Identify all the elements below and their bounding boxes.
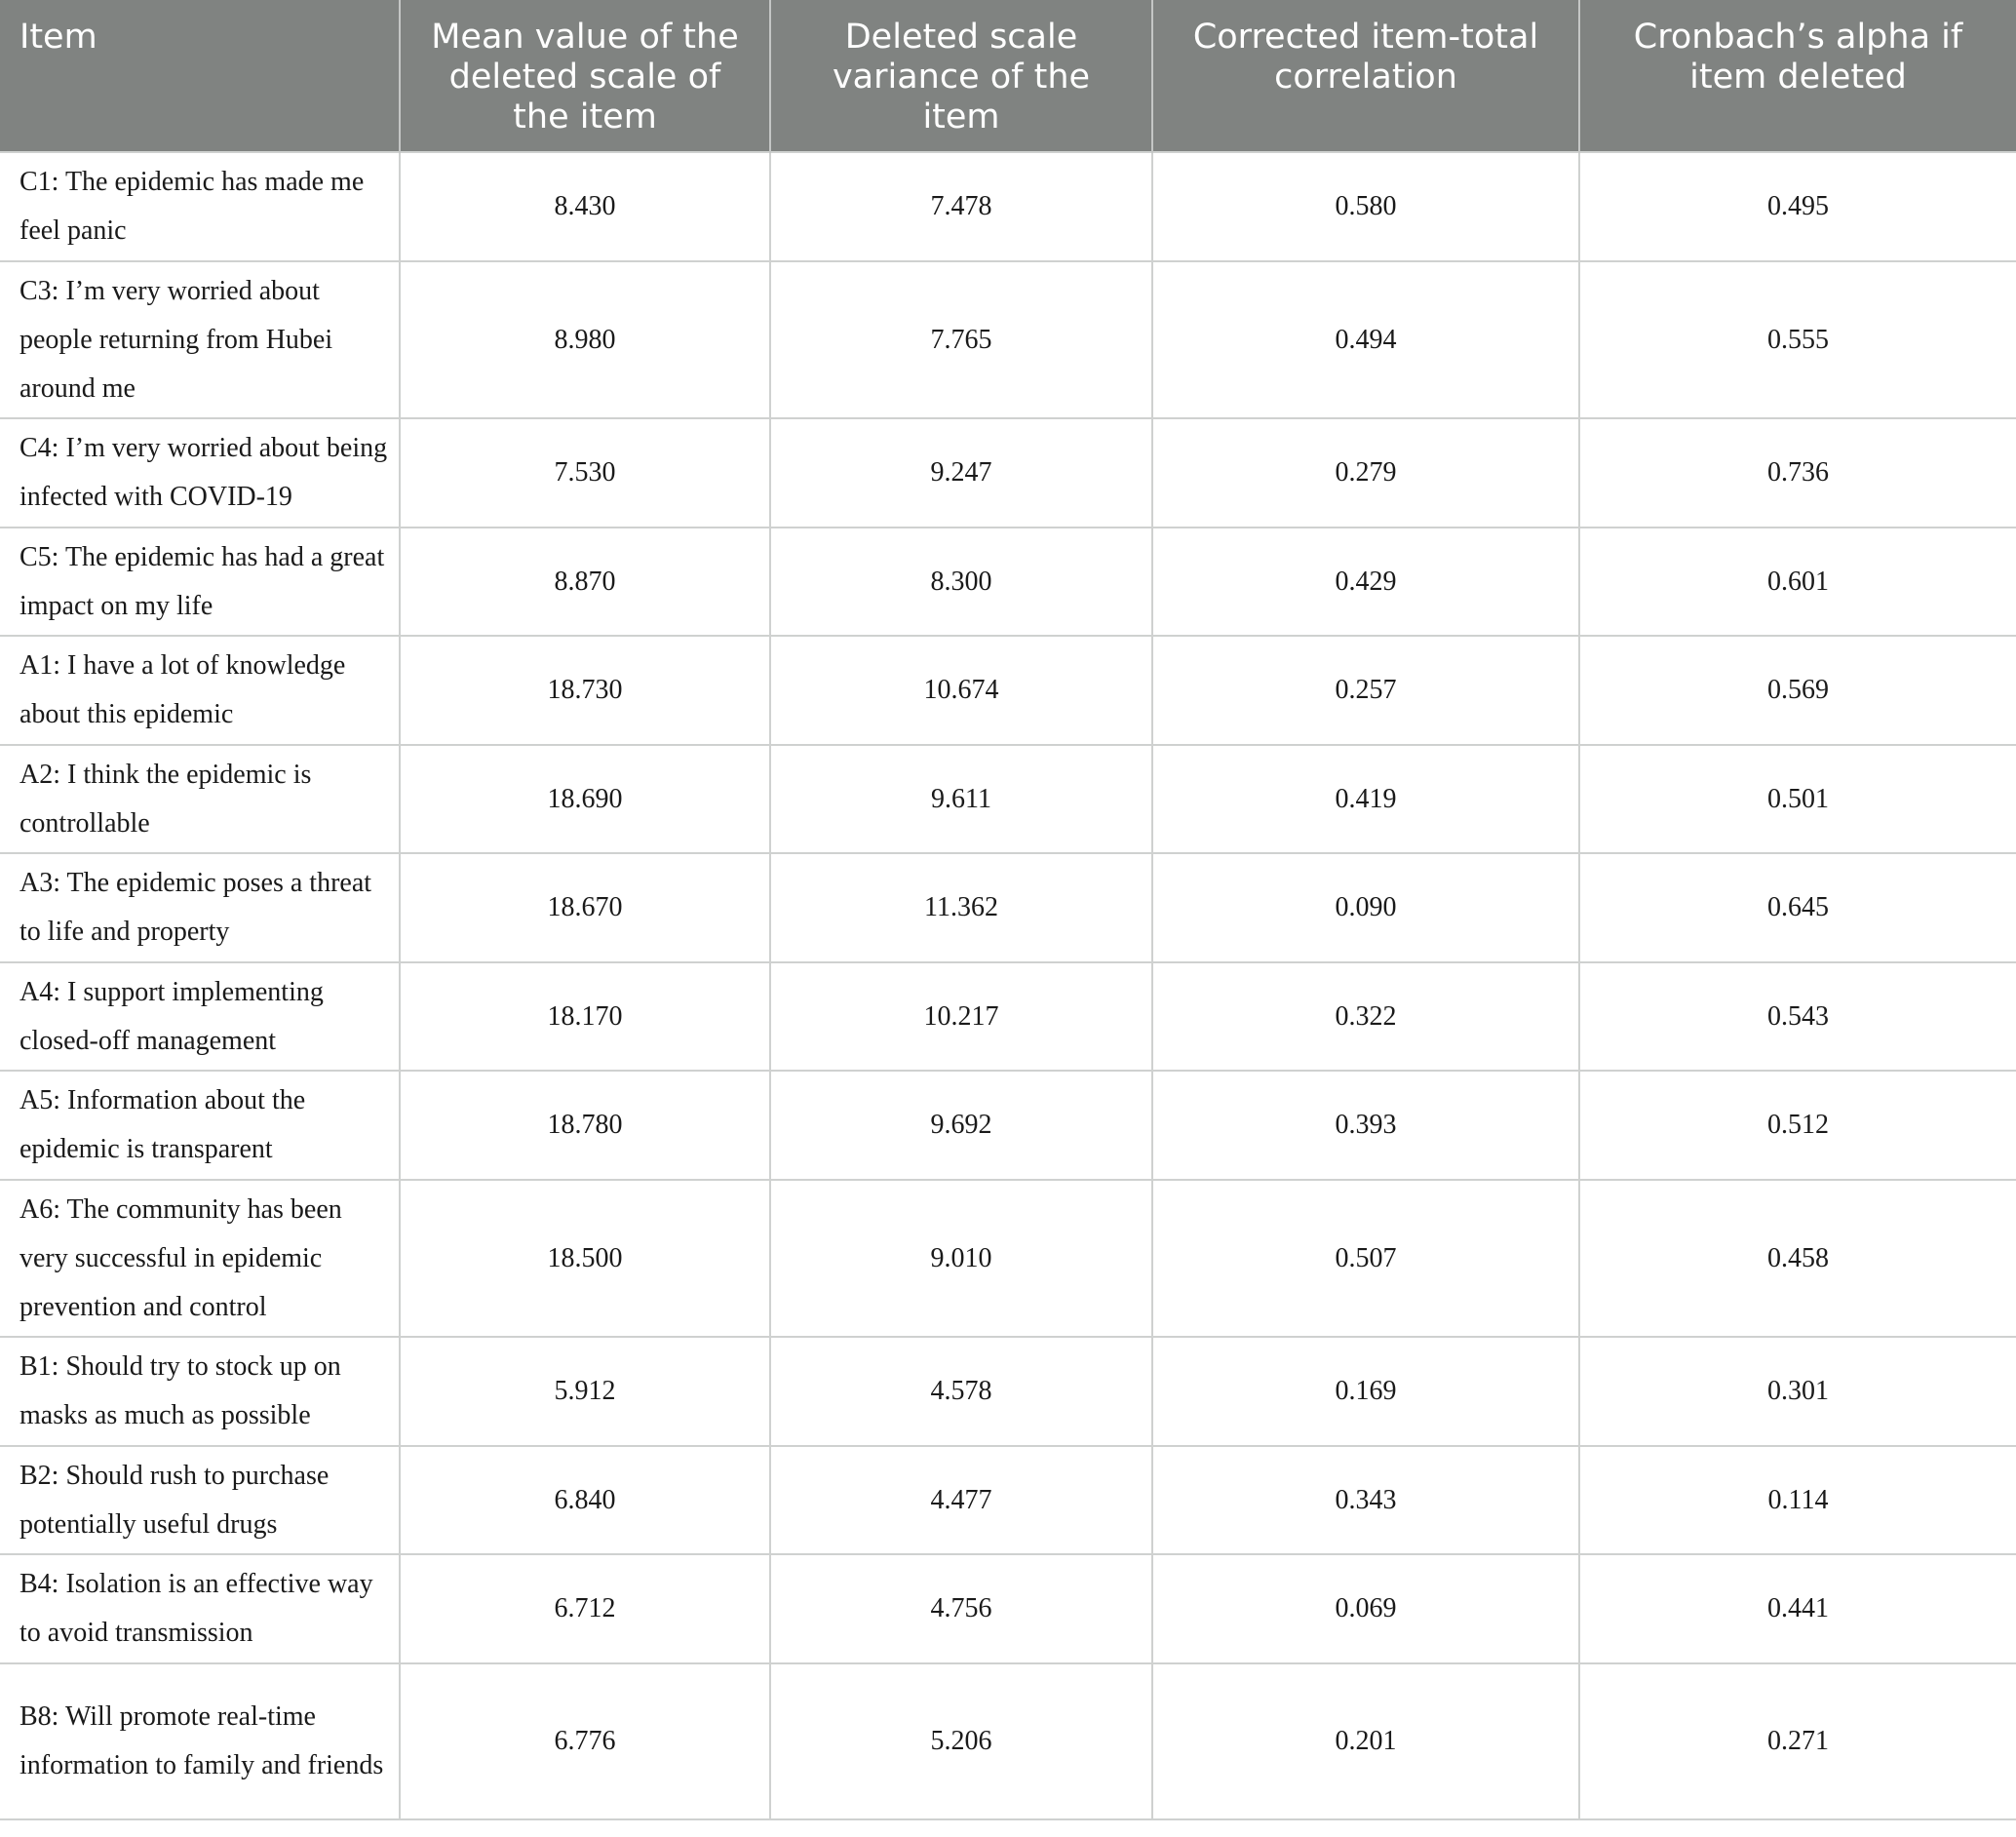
variance-cell: 11.362 <box>770 853 1152 962</box>
header-row <box>0 0 2016 152</box>
mean-cell: 8.870 <box>400 528 770 636</box>
table-row <box>0 418 2016 528</box>
header-correlation: Corrected item-total correlation <box>1152 0 1579 152</box>
mean-cell: 5.912 <box>400 1337 770 1446</box>
item-cell: B4: Isolation is an effective way to avoid transmission <box>0 1554 400 1663</box>
correlation-cell: 0.393 <box>1152 1071 1579 1180</box>
alpha-cell: 0.441 <box>1579 1554 2016 1663</box>
correlation-cell: 0.343 <box>1152 1446 1579 1554</box>
mean-cell: 7.530 <box>400 418 770 528</box>
variance-cell: 7.765 <box>770 261 1152 418</box>
correlation-cell: 0.169 <box>1152 1337 1579 1446</box>
table-row <box>0 745 2016 853</box>
variance-cell: 4.578 <box>770 1337 1152 1446</box>
mean-cell: 18.730 <box>400 636 770 745</box>
correlation-cell: 0.494 <box>1152 261 1579 418</box>
alpha-cell: 0.301 <box>1579 1337 2016 1446</box>
correlation-cell: 0.419 <box>1152 745 1579 853</box>
alpha-cell: 0.645 <box>1579 853 2016 962</box>
alpha-cell: 0.458 <box>1579 1180 2016 1337</box>
variance-cell: 5.206 <box>770 1663 1152 1819</box>
item-cell: C3: I’m very worried about people returning from Hubei around me <box>0 261 400 418</box>
mean-cell: 8.980 <box>400 261 770 418</box>
table-row <box>0 152 2016 261</box>
header-variance: Deleted scale variance of the item <box>770 0 1152 152</box>
item-cell: A1: I have a lot of knowledge about this epidemic <box>0 636 400 745</box>
item-cell: B1: Should try to stock up on masks as much as possible <box>0 1337 400 1446</box>
correlation-cell: 0.429 <box>1152 528 1579 636</box>
header-item: Item <box>0 0 400 152</box>
table-row <box>0 1337 2016 1446</box>
mean-cell: 6.776 <box>400 1663 770 1819</box>
alpha-cell: 0.114 <box>1579 1446 2016 1554</box>
table-row <box>0 1071 2016 1180</box>
item-cell: B2: Should rush to purchase potentially useful drugs <box>0 1446 400 1554</box>
mean-cell: 6.840 <box>400 1446 770 1554</box>
item-cell: B8: Will promote real-time information to family and friends <box>0 1663 400 1819</box>
item-cell: A5: Information about the epidemic is transparent <box>0 1071 400 1180</box>
variance-cell: 4.756 <box>770 1554 1152 1663</box>
correlation-cell: 0.580 <box>1152 152 1579 261</box>
correlation-cell: 0.279 <box>1152 418 1579 528</box>
alpha-cell: 0.569 <box>1579 636 2016 745</box>
header-alpha: Cronbach’s alpha if item deleted <box>1579 0 2016 152</box>
table-row <box>0 1663 2016 1819</box>
item-cell: C4: I’m very worried about being infected with COVID-19 <box>0 418 400 528</box>
variance-cell: 9.247 <box>770 418 1152 528</box>
header-mean: Mean value of the deleted scale of the item <box>400 0 770 152</box>
variance-cell: 7.478 <box>770 152 1152 261</box>
table-row <box>0 853 2016 962</box>
variance-cell: 10.674 <box>770 636 1152 745</box>
alpha-cell: 0.543 <box>1579 962 2016 1071</box>
item-cell: A2: I think the epidemic is controllable <box>0 745 400 853</box>
correlation-cell: 0.090 <box>1152 853 1579 962</box>
table-header <box>0 0 2016 152</box>
table-body <box>0 152 2016 1819</box>
correlation-cell: 0.322 <box>1152 962 1579 1071</box>
table-row <box>0 1446 2016 1554</box>
correlation-cell: 0.507 <box>1152 1180 1579 1337</box>
variance-cell: 9.010 <box>770 1180 1152 1337</box>
mean-cell: 18.780 <box>400 1071 770 1180</box>
item-cell: A4: I support implementing closed-off management <box>0 962 400 1071</box>
variance-cell: 10.217 <box>770 962 1152 1071</box>
alpha-cell: 0.601 <box>1579 528 2016 636</box>
mean-cell: 6.712 <box>400 1554 770 1663</box>
table-row <box>0 636 2016 745</box>
mean-cell: 18.170 <box>400 962 770 1071</box>
item-cell: C1: The epidemic has made me feel panic <box>0 152 400 261</box>
table-row <box>0 1180 2016 1337</box>
correlation-cell: 0.201 <box>1152 1663 1579 1819</box>
alpha-cell: 0.736 <box>1579 418 2016 528</box>
variance-cell: 8.300 <box>770 528 1152 636</box>
table-row <box>0 962 2016 1071</box>
item-cell: A6: The community has been very successful in epidemic prevention and control <box>0 1180 400 1337</box>
correlation-cell: 0.257 <box>1152 636 1579 745</box>
table-row <box>0 528 2016 636</box>
table-row <box>0 261 2016 418</box>
variance-cell: 4.477 <box>770 1446 1152 1554</box>
table-row <box>0 1554 2016 1663</box>
item-cell: A3: The epidemic poses a threat to life and property <box>0 853 400 962</box>
mean-cell: 18.670 <box>400 853 770 962</box>
alpha-cell: 0.501 <box>1579 745 2016 853</box>
mean-cell: 18.500 <box>400 1180 770 1337</box>
mean-cell: 18.690 <box>400 745 770 853</box>
variance-cell: 9.611 <box>770 745 1152 853</box>
item-cell: C5: The epidemic has had a great impact on my life <box>0 528 400 636</box>
correlation-cell: 0.069 <box>1152 1554 1579 1663</box>
alpha-cell: 0.271 <box>1579 1663 2016 1819</box>
alpha-cell: 0.555 <box>1579 261 2016 418</box>
alpha-cell: 0.512 <box>1579 1071 2016 1180</box>
variance-cell: 9.692 <box>770 1071 1152 1180</box>
alpha-cell: 0.495 <box>1579 152 2016 261</box>
mean-cell: 8.430 <box>400 152 770 261</box>
